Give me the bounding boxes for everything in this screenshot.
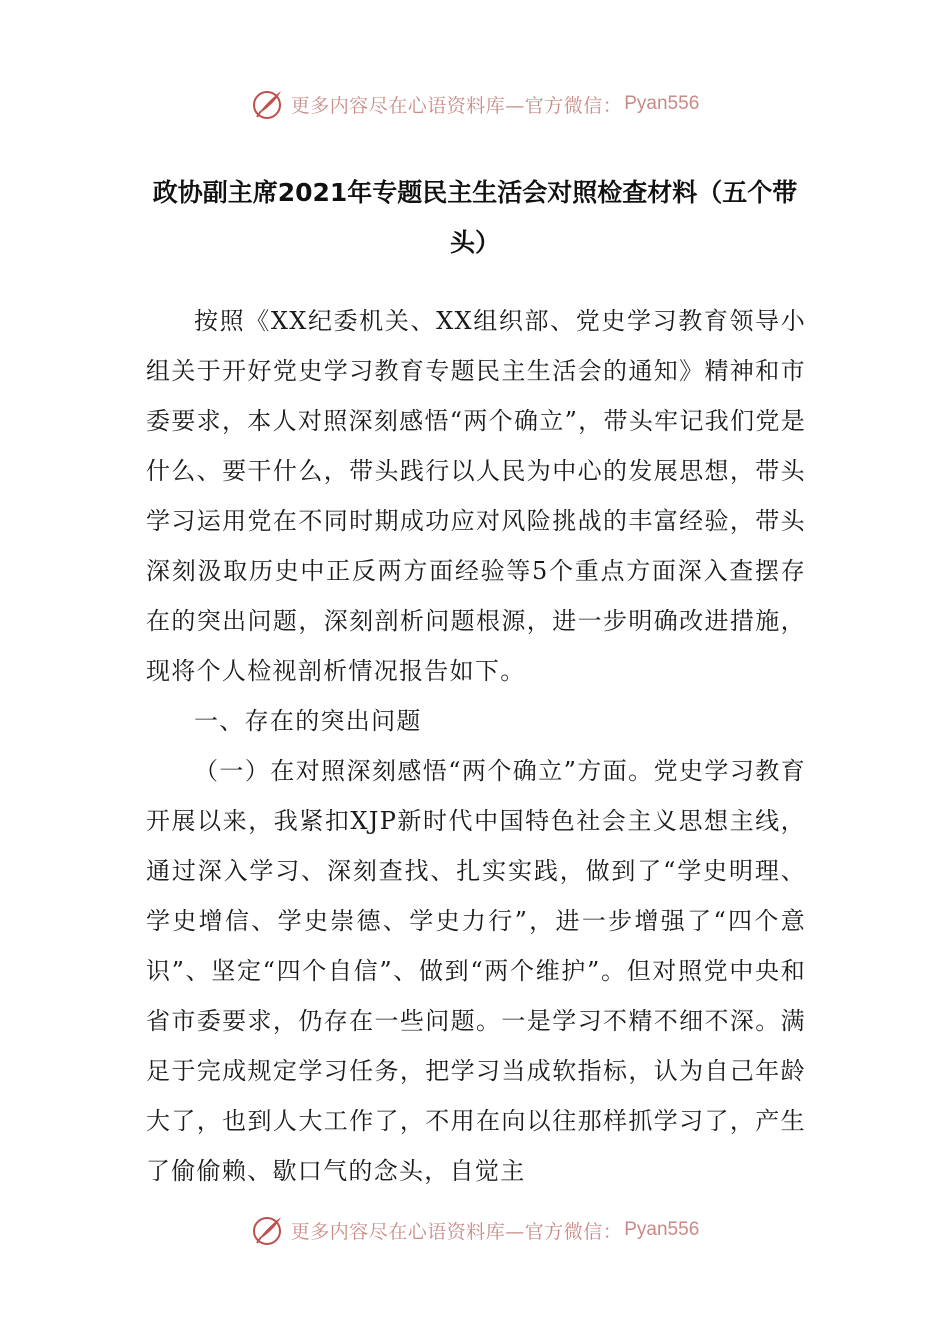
section-heading: 一、存在的突出问题 (194, 707, 422, 735)
section-paragraph: （一）在对照深刻感悟“两个确立”方面。党史学习教育开展以来，我紧扣XJP新时代中国特色社会主义思想主线，通过深入学习、深刻查找、扎实实践，做到了“学史明理、学史增信、学史崇德、学史力行”，进一步增强了“四个意识”、坚定“四个自信”、做到“两个维护”。但对照党中央和省市委要求，仍存在一些问题。一是学习不精不细不深。满足于完成规定学习任务，把学习当成软指标，认为自己年龄大了，也到人大工作了，不用在向以往那样抓学习了，产生了偷偷赖、歇口气的念头，自觉主 (146, 757, 806, 1185)
watermark-text: 更多内容尽在心语资料库—官方微信： (290, 1220, 623, 1243)
document-body (146, 296, 806, 1196)
watermark-wechat-id: Pyan556 (624, 93, 700, 114)
watermark-wechat-id: Pyan556 (624, 1219, 700, 1240)
watermark-footer (0, 1210, 950, 1250)
quill-logo-icon (251, 87, 285, 121)
document-title: 政协副主席2021年专题民主生活会对照检查材料（五个带头） (152, 178, 798, 257)
intro-paragraph: 按照《XX纪委机关、XX组织部、党史学习教育领导小组关于开好党史学习教育专题民主生活会的通知》精神和市委要求，本人对照深刻感悟“两个确立”，带头牢记我们党是什么、要干什么，带头践行以人民为中心的发展思想，带头学习运用党在不同时期成功应对风险挑战的丰富经验，带头深刻汲取历史中正反两方面经验等5个重点方面深入查摆存在的突出问题，深刻剖析问题根源，进一步明确改进措施，现将个人检视剖析情况报告如下。 (146, 307, 806, 685)
watermark-text: 更多内容尽在心语资料库—官方微信： (290, 94, 623, 117)
quill-logo-icon (251, 1213, 285, 1247)
watermark-header (0, 84, 950, 124)
